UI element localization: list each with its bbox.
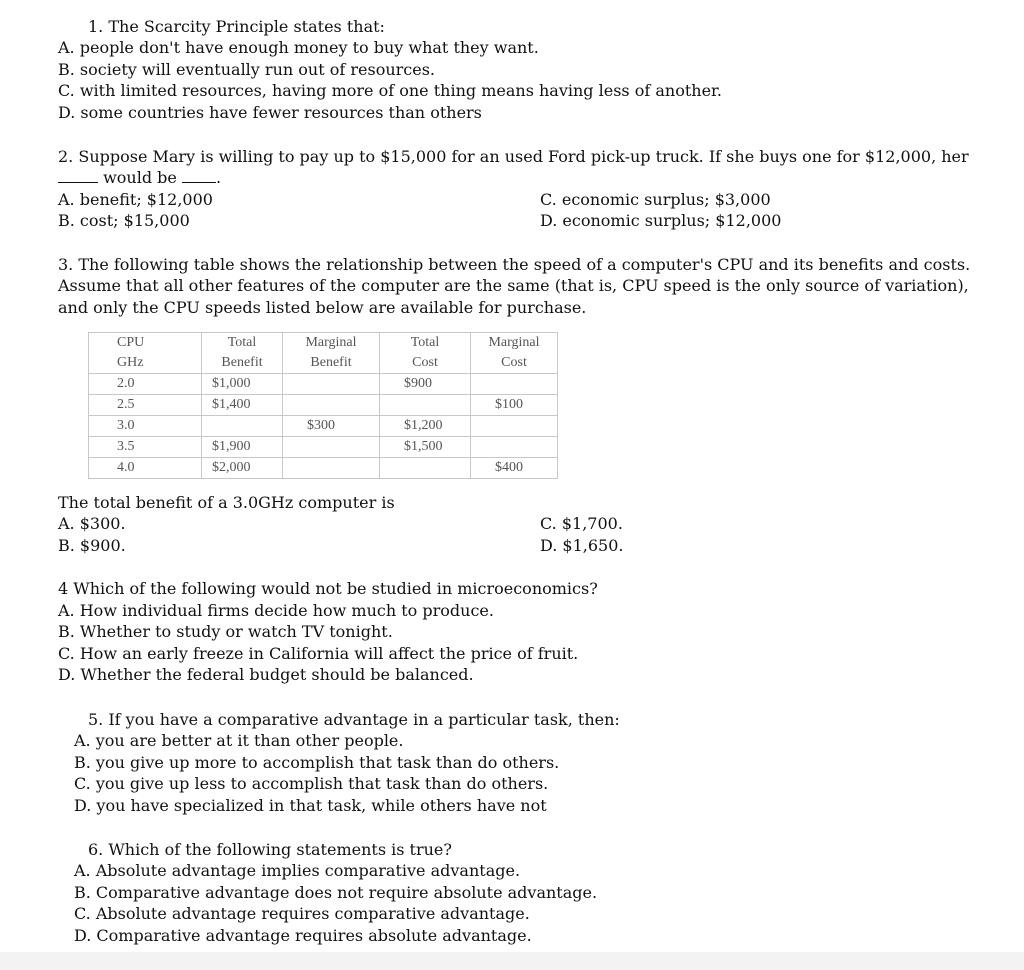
q3-intro-line3: and only the CPU speeds listed below are available for purchase. (58, 298, 587, 317)
q3-option-d: D. $1,650. (540, 536, 624, 555)
q5-option-c: C. you give up less to accomplish that task than do others. (74, 774, 549, 793)
q4-option-b: B. Whether to study or watch TV tonight. (58, 622, 393, 641)
q3-option-c: C. $1,700. (540, 514, 623, 533)
answer-blank-2 (182, 168, 216, 183)
header-total-cost: Total Cost (380, 333, 471, 374)
q5-option-d: D. you have specialized in that task, while others have not (74, 796, 547, 815)
q5-option-b: B. you give up more to accomplish that task than do others. (74, 753, 560, 772)
q4-option-a: A. How individual firms decide how much to produce. (58, 601, 494, 620)
cpu-table (88, 332, 558, 479)
table-cell: 3.5 (89, 437, 202, 458)
q1-option-b: B. society will eventually run out of resources. (58, 60, 435, 79)
table-cell (283, 374, 380, 395)
q2-question-line2 (58, 167, 221, 188)
table-cell: $300 (283, 416, 380, 437)
q5-option-a: A. you are better at it than other people. (74, 731, 404, 750)
table-cell: $100 (471, 395, 558, 416)
table-cell: 2.0 (89, 374, 202, 395)
table-cell (202, 416, 283, 437)
table-header-row (89, 333, 558, 374)
q6-option-a: A. Absolute advantage implies comparative advantage. (74, 861, 521, 880)
table-cell: 2.5 (89, 395, 202, 416)
header-total-benefit: Total Benefit (202, 333, 283, 374)
q2-line2-end: . (215, 168, 222, 187)
q1-option-c: C. with limited resources, having more of one thing means having less of another. (58, 81, 723, 100)
table-cell: $900 (380, 374, 471, 395)
table-cell (471, 374, 558, 395)
table-cell: 4.0 (89, 458, 202, 479)
q6-option-c: C. Absolute advantage requires comparative advantage. (74, 904, 530, 923)
q2-option-c: C. economic surplus; $3,000 (540, 190, 771, 209)
q1-option-a: A. people don't have enough money to buy what they want. (58, 38, 539, 57)
table-cell: $400 (471, 458, 558, 479)
q1-question: 1. The Scarcity Principle states that: (88, 17, 385, 36)
q2-option-b: B. cost; $15,000 (58, 211, 190, 230)
table-cell (471, 416, 558, 437)
q3-option-a: A. $300. (58, 514, 126, 533)
q4-question: 4 Which of the following would not be studied in microeconomics? (58, 579, 598, 598)
table-cell: $1,000 (202, 374, 283, 395)
table-cell (283, 458, 380, 479)
q1-option-d: D. some countries have fewer resources than others (58, 103, 482, 122)
table-cell: 3.0 (89, 416, 202, 437)
table-row (89, 416, 558, 437)
q6-option-d: D. Comparative advantage requires absolute advantage. (74, 926, 532, 945)
table-cell: $1,200 (380, 416, 471, 437)
table-row (89, 458, 558, 479)
table-cell: $1,900 (202, 437, 283, 458)
header-marginal-benefit: Marginal Benefit (283, 333, 380, 374)
header-cpu: CPU GHz (89, 333, 202, 374)
q2-option-d: D. economic surplus; $12,000 (540, 211, 782, 230)
q5-question: 5. If you have a comparative advantage in a particular task, then: (88, 710, 620, 729)
header-marginal-cost: Marginal Cost (471, 333, 558, 374)
q3-intro-line1: 3. The following table shows the relationship between the speed of a computer's CPU and its benefits and costs. (58, 255, 971, 274)
page-bottom-edge (0, 952, 1024, 970)
table-cell: $1,500 (380, 437, 471, 458)
table-cell: $1,400 (202, 395, 283, 416)
q6-option-b: B. Comparative advantage does not require absolute advantage. (74, 883, 598, 902)
table-row (89, 437, 558, 458)
table-cell (283, 395, 380, 416)
table-cell: $2,000 (202, 458, 283, 479)
table-cell (283, 437, 380, 458)
table-cell (380, 395, 471, 416)
q4-option-c: C. How an early freeze in California will affect the price of fruit. (58, 644, 579, 663)
q3-question: The total benefit of a 3.0GHz computer is (58, 493, 395, 512)
table-row (89, 395, 558, 416)
q2-option-a: A. benefit; $12,000 (58, 190, 213, 209)
table-cell (471, 437, 558, 458)
q4-option-d: D. Whether the federal budget should be balanced. (58, 665, 474, 684)
q2-line2-mid: would be (103, 168, 177, 187)
table-cell (380, 458, 471, 479)
q2-question: 2. Suppose Mary is willing to pay up to $15,000 for an used Ford pick-up truck. If she buys one for $12,000, her (58, 147, 969, 166)
table-row (89, 374, 558, 395)
q3-intro-line2: Assume that all other features of the computer are the same (that is, CPU speed is the only source of variation), (58, 276, 969, 295)
q6-question: 6. Which of the following statements is true? (88, 840, 452, 859)
q3-option-b: B. $900. (58, 536, 126, 555)
answer-blank-1 (58, 168, 98, 183)
